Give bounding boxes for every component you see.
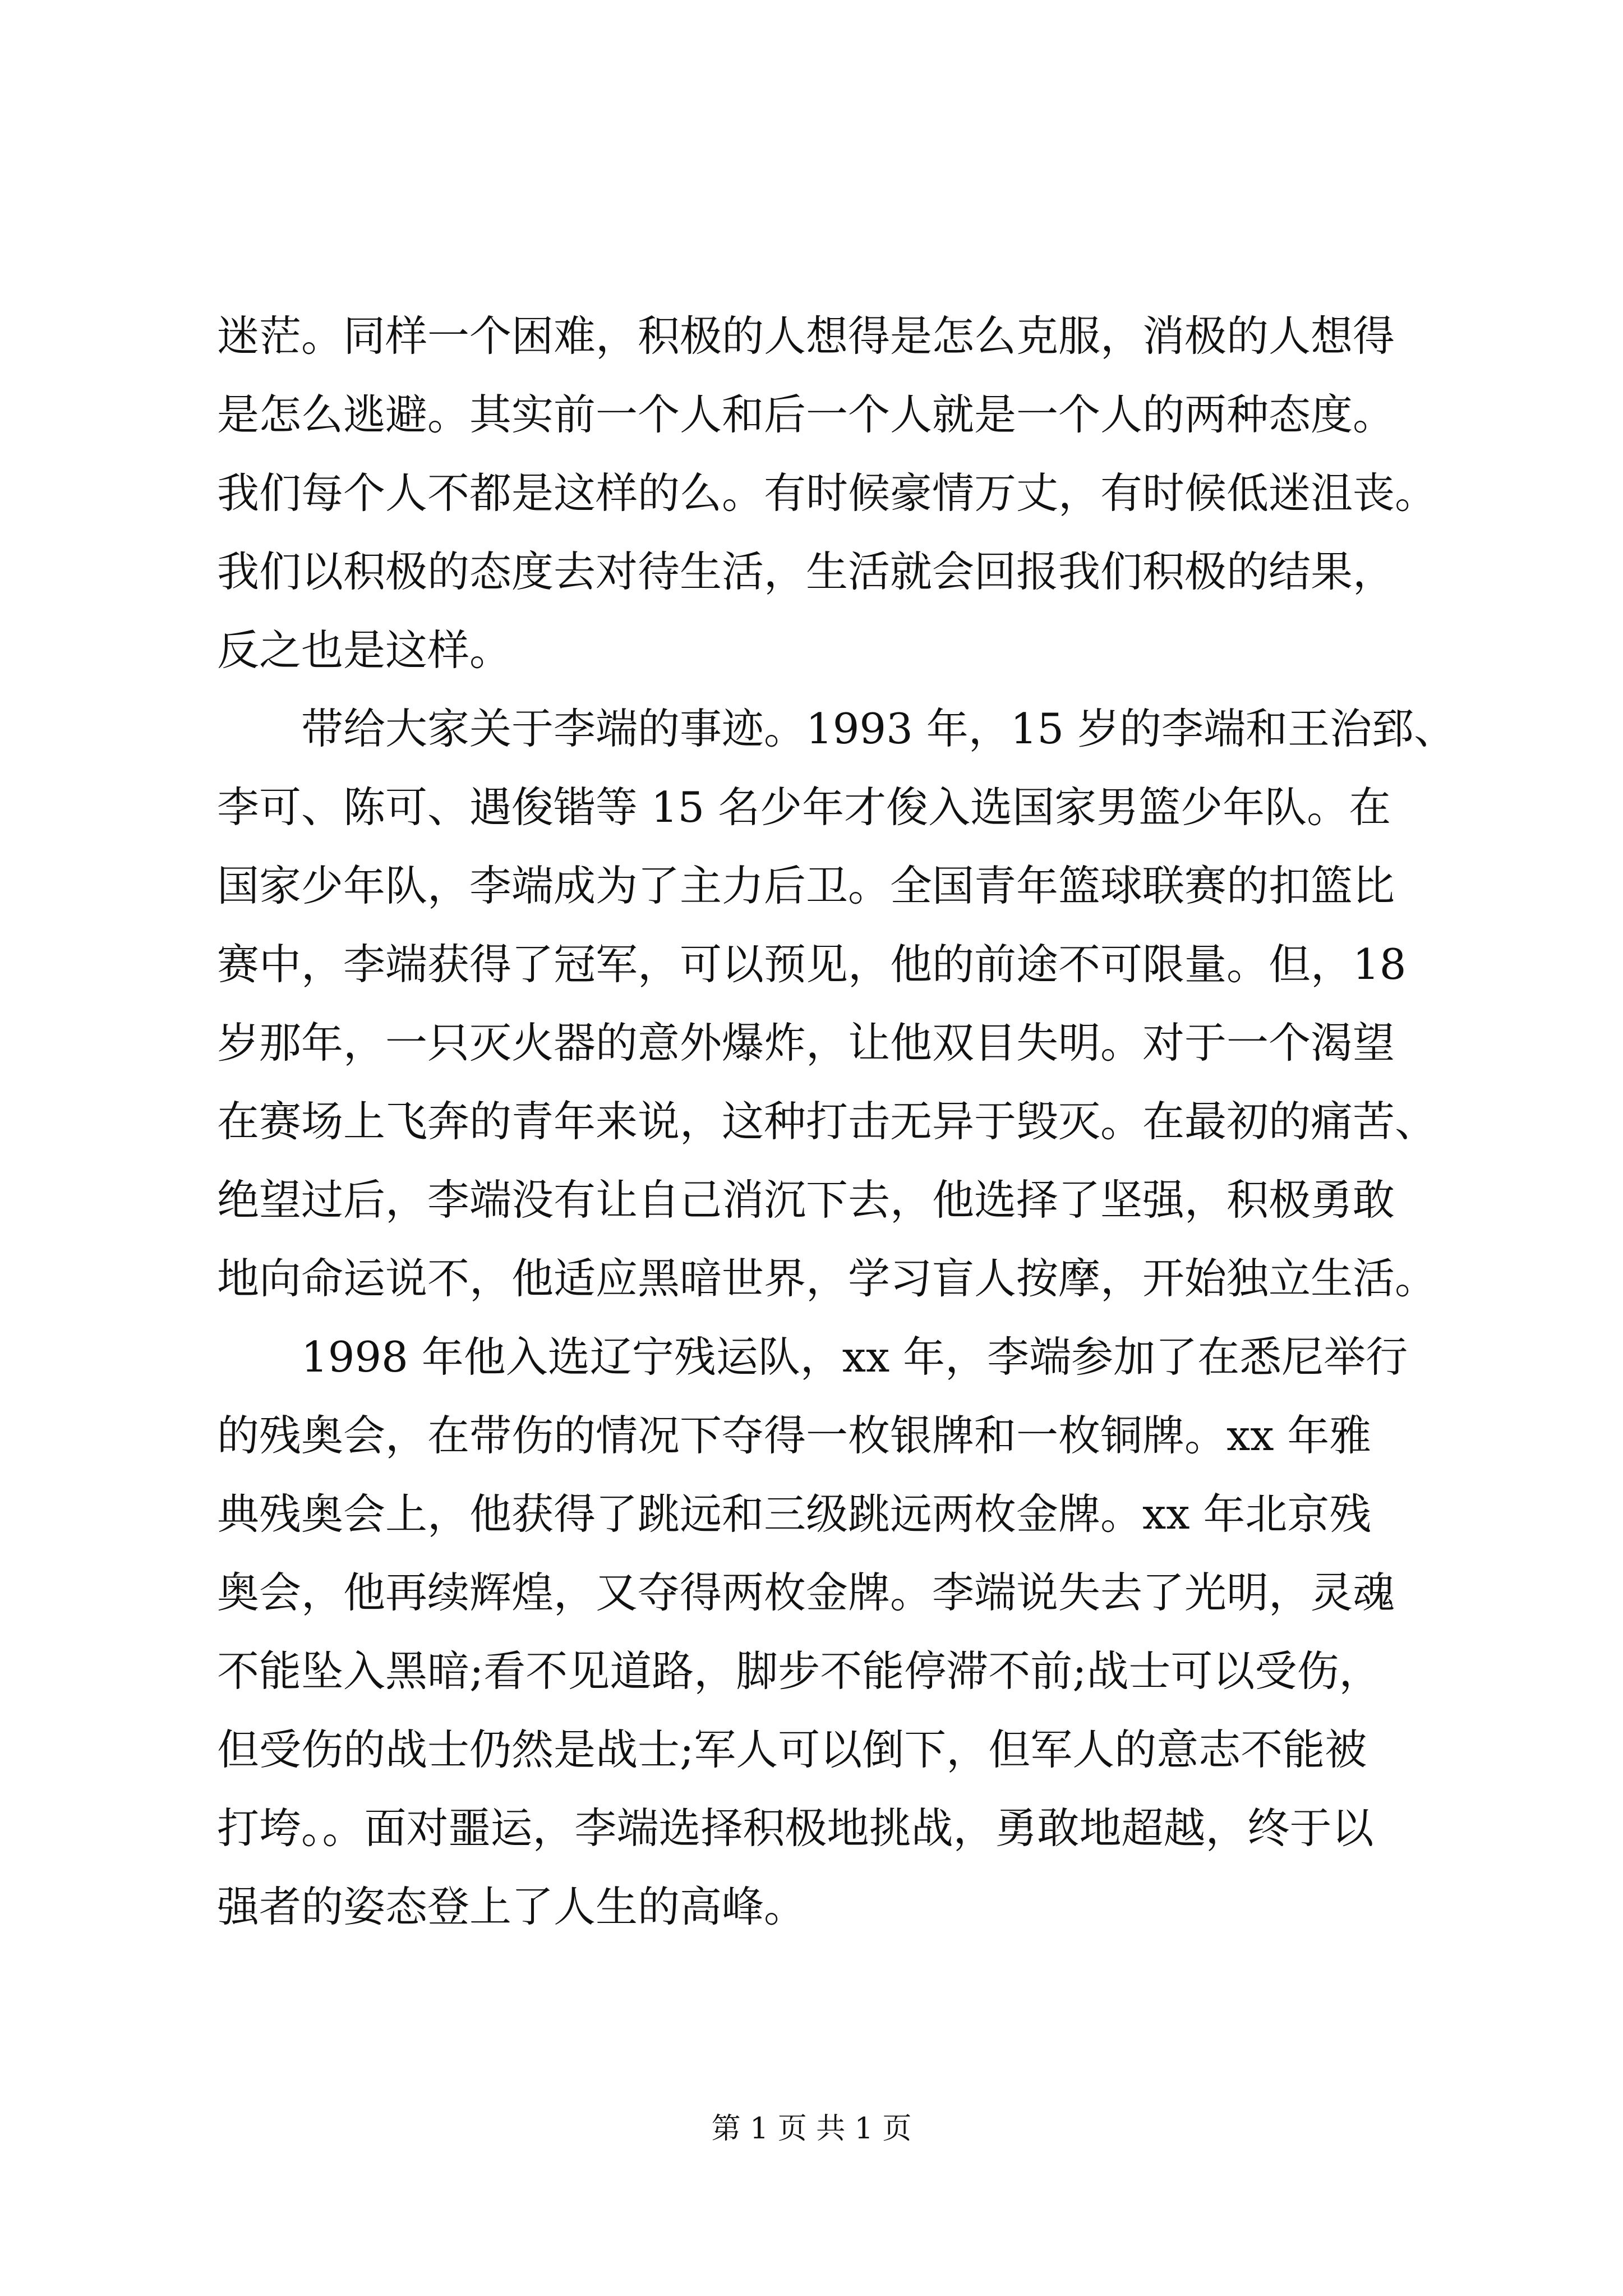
text-line: 的残奥会，在带伤的情况下夺得一枚银牌和一枚铜牌。xx 年雅 (217, 1411, 1372, 1460)
text-line: 不能坠入黑暗;看不见道路，脚步不能停滞不前;战士可以受伤， (217, 1646, 1381, 1696)
text-line: 绝望过后，李端没有让自己消沉下去，他选择了坚强，积极勇敢 (217, 1175, 1395, 1225)
text-line: 赛中，李端获得了冠军，可以预见，他的前途不可限量。但，18 (217, 940, 1407, 989)
text-line: 带给大家关于李端的事迹。1993 年，15 岁的李端和王治郅、 (217, 704, 1456, 753)
text-line: 我们以积极的态度去对待生活，生活就会回报我们积极的结果， (217, 547, 1395, 596)
text-line: 迷茫。同样一个困难，积极的人想得是怎么克服，消极的人想得 (217, 311, 1395, 361)
text-line: 1998 年他入选辽宁残运队，xx 年，李端参加了在悉尼举行 (217, 1332, 1408, 1382)
text-line: 岁那年，一只灭火器的意外爆炸，让他双目失明。对于一个渴望 (217, 1018, 1395, 1068)
text-line: 李可、陈可、遇俊锴等 15 名少年才俊入选国家男篮少年队。在 (217, 783, 1391, 832)
text-line: 在赛场上飞奔的青年来说，这种打击无异于毁灭。在最初的痛苦、 (217, 1097, 1437, 1146)
text-line: 强者的姿态登上了人生的高峰。 (217, 1882, 806, 1931)
text-line: 地向命运说不，他适应黑暗世界，学习盲人按摩，开始独立生活。 (217, 1254, 1437, 1303)
text-line: 我们每个人不都是这样的么。有时候豪情万丈，有时候低迷沮丧。 (217, 468, 1437, 518)
text-line: 是怎么逃避。其实前一个人和后一个人就是一个人的两种态度。 (217, 390, 1395, 439)
text-line: 典残奥会上，他获得了跳远和三级跳远两枚金牌。xx 年北京残 (217, 1489, 1372, 1539)
text-line: 奥会，他再续辉煌，又夺得两枚金牌。李端说失去了光明，灵魂 (217, 1568, 1395, 1617)
page-number-footer: 第 1 页 共 1 页 (711, 2112, 912, 2146)
text-line: 反之也是这样。 (217, 625, 512, 675)
text-line: 但受伤的战士仍然是战士;军人可以倒下，但军人的意志不能被 (217, 1725, 1367, 1774)
text-line: 打垮。。面对噩运，李端选择积极地挑战，勇敢地超越，终于以 (217, 1803, 1374, 1853)
text-line: 国家少年队，李端成为了主力后卫。全国青年篮球联赛的扣篮比 (217, 861, 1395, 910)
